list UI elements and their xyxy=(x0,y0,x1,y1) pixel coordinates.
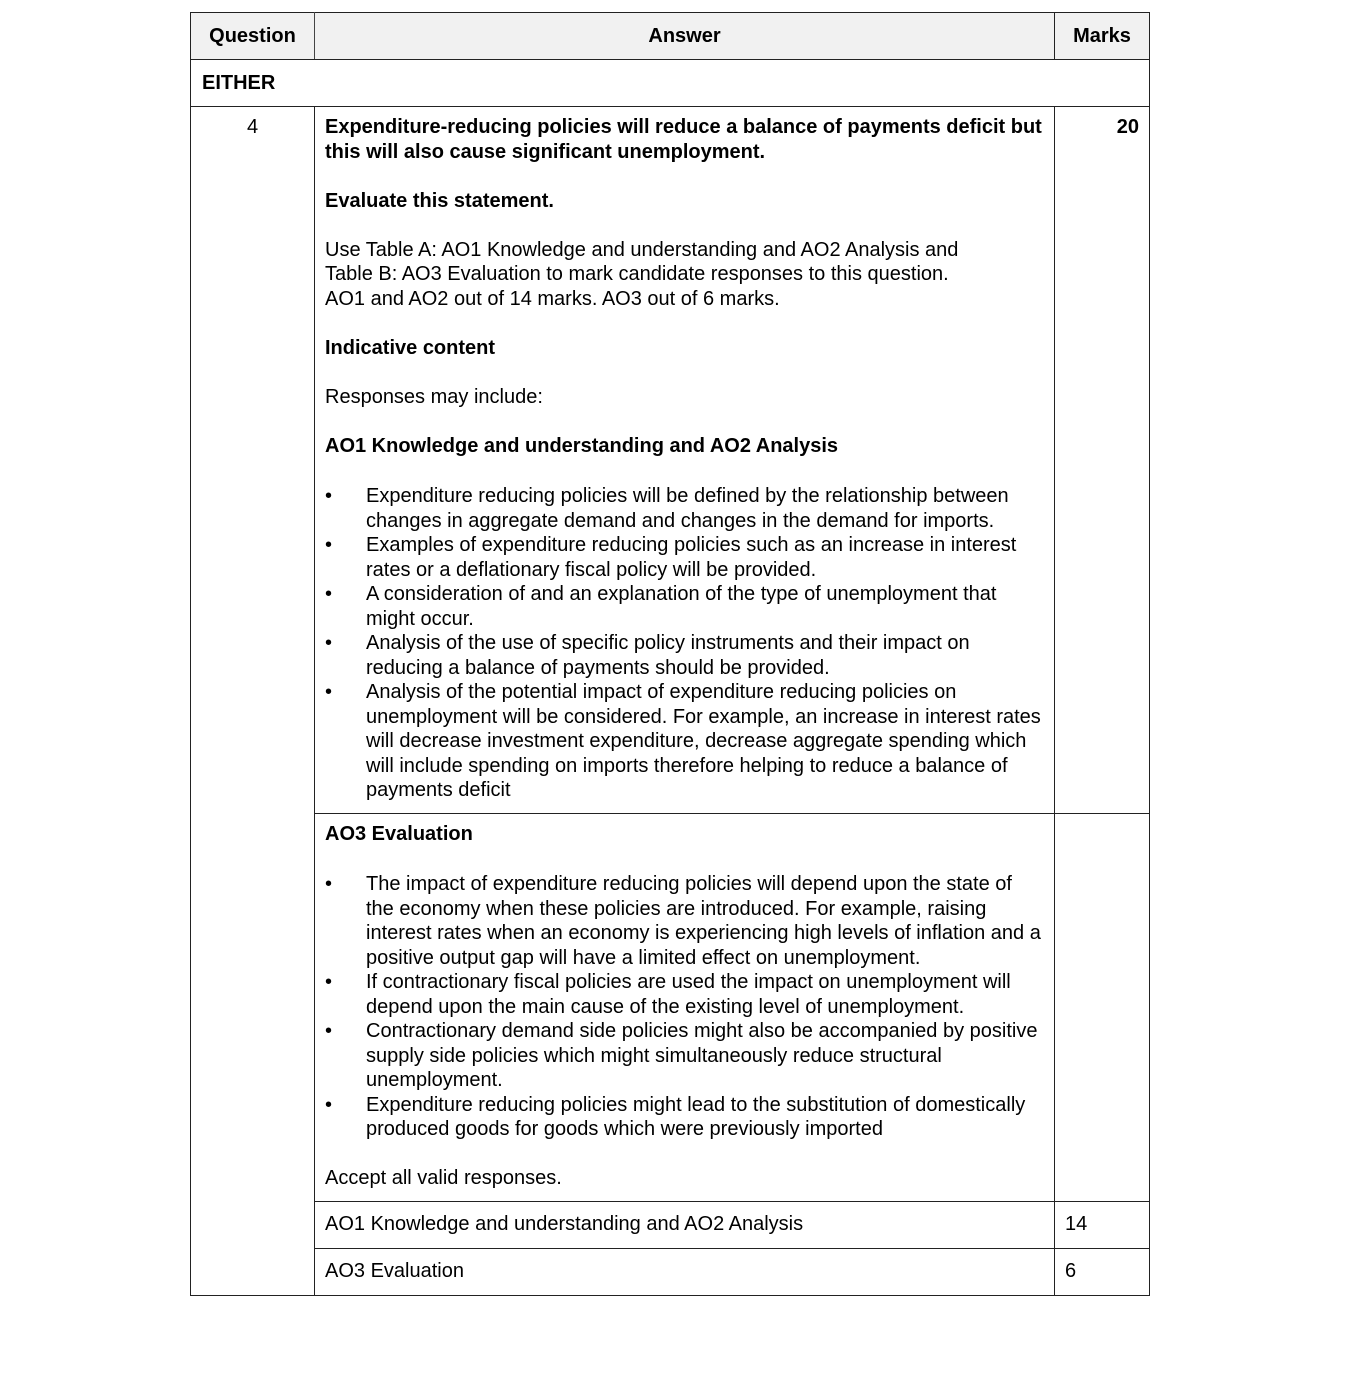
instruction-line: Table B: AO3 Evaluation to mark candidate responses to this question. xyxy=(325,263,949,285)
list-item xyxy=(325,680,1044,803)
indicative-content-heading: Indicative content xyxy=(325,336,496,359)
list-item-text: The impact of expenditure reducing policies will depend upon the state of the economy when these policies are introduced. For example, raising interest rates when an economy is experiencing high levels of inflation and a positive output gap will have a limited effect on unemployment. xyxy=(366,873,1041,969)
answer-ao1-ao2-cell xyxy=(315,107,1055,814)
command-word: Evaluate this statement. xyxy=(325,189,554,212)
bullet-icon: • xyxy=(325,1093,333,1116)
bullet-icon: • xyxy=(325,632,333,654)
list-item-text: Examples of expenditure reducing policies such as an increase in interest rates or a deflationary fiscal policy will be provided. xyxy=(366,534,1017,581)
list-item-text: Contractionary demand side policies might also be accompanied by positive supply side policies which might simultaneously reduce structural unemployment. xyxy=(366,1020,1038,1091)
header-marks: Marks xyxy=(1055,13,1150,60)
question-number: 4 xyxy=(191,107,315,1296)
header-answer: Answer xyxy=(315,13,1055,60)
mark-scheme-table xyxy=(190,12,1150,1296)
bullet-icon: • xyxy=(325,1020,333,1042)
summary-label: AO3 Evaluation xyxy=(315,1248,1055,1295)
either-label: EITHER xyxy=(191,60,1150,107)
list-item xyxy=(325,970,1044,1019)
instruction-line: AO1 and AO2 out of 14 marks. AO3 out of 6 marks. xyxy=(325,287,780,310)
list-item-text: Analysis of the use of specific policy instruments and their impact on reducing a balance of payments should be provided. xyxy=(366,632,970,679)
list-item xyxy=(325,631,1044,680)
bullet-icon: • xyxy=(325,583,333,605)
list-item xyxy=(325,1019,1044,1093)
ao3-heading: AO3 Evaluation xyxy=(325,822,473,845)
bullet-icon: • xyxy=(325,971,333,993)
ao3-list xyxy=(325,872,1044,1142)
summary-row xyxy=(191,1201,1150,1248)
list-item-text: If contractionary fiscal policies are used the impact on unemployment will depend upon the main cause of the existing level of unemployment. xyxy=(366,971,1011,1018)
bullet-icon: • xyxy=(325,873,333,895)
question-statement: Expenditure-reducing policies will reduce a balance of payments deficit but this will also cause significant unemployment. xyxy=(325,116,1042,163)
ao1-ao2-heading: AO1 Knowledge and understanding and AO2 Analysis xyxy=(325,434,839,457)
mark-scheme-page xyxy=(190,12,1149,1296)
header-row xyxy=(191,13,1150,60)
list-item-text: Expenditure reducing policies will be defined by the relationship between changes in aggregate demand and changes in the demand for imports. xyxy=(366,485,1009,532)
list-item xyxy=(325,872,1044,970)
summary-marks: 6 xyxy=(1055,1248,1150,1295)
accept-all-note: Accept all valid responses. xyxy=(325,1167,562,1189)
list-item-text: Expenditure reducing policies might lead to the substitution of domestically produced goods for goods which were previously imported xyxy=(366,1093,1026,1140)
answer-ao3-cell xyxy=(315,813,1055,1201)
summary-label: AO1 Knowledge and understanding and AO2 Analysis xyxy=(315,1201,1055,1248)
responses-intro: Responses may include: xyxy=(325,385,543,408)
bullet-icon: • xyxy=(325,534,333,556)
question-row xyxy=(191,107,1150,814)
list-item xyxy=(325,582,1044,631)
instruction-line: Use Table A: AO1 Knowledge and understanding and AO2 Analysis and xyxy=(325,238,959,261)
marking-instructions xyxy=(325,238,1044,312)
summary-marks: 14 xyxy=(1055,1201,1150,1248)
list-item-text: Analysis of the potential impact of expenditure reducing policies on unemployment will be considered. For example, an increase in interest rates will decrease investment expenditure, decrease aggregate spending which will include spending on imports therefore helping to reduce a balance of payments deficit xyxy=(366,681,1041,801)
either-row xyxy=(191,60,1150,107)
header-question: Question xyxy=(191,13,315,60)
list-item xyxy=(325,484,1044,533)
bullet-icon: • xyxy=(325,681,333,703)
ao1-ao2-list xyxy=(325,484,1044,803)
total-marks: 20 xyxy=(1055,107,1150,814)
list-item xyxy=(325,533,1044,582)
ao3-marks-empty xyxy=(1055,813,1150,1201)
bullet-icon: • xyxy=(325,485,333,507)
ao3-row xyxy=(191,813,1150,1201)
list-item-text: A consideration of and an explanation of the type of unemployment that might occur. xyxy=(366,583,997,630)
list-item xyxy=(325,1093,1044,1142)
summary-row xyxy=(191,1248,1150,1295)
